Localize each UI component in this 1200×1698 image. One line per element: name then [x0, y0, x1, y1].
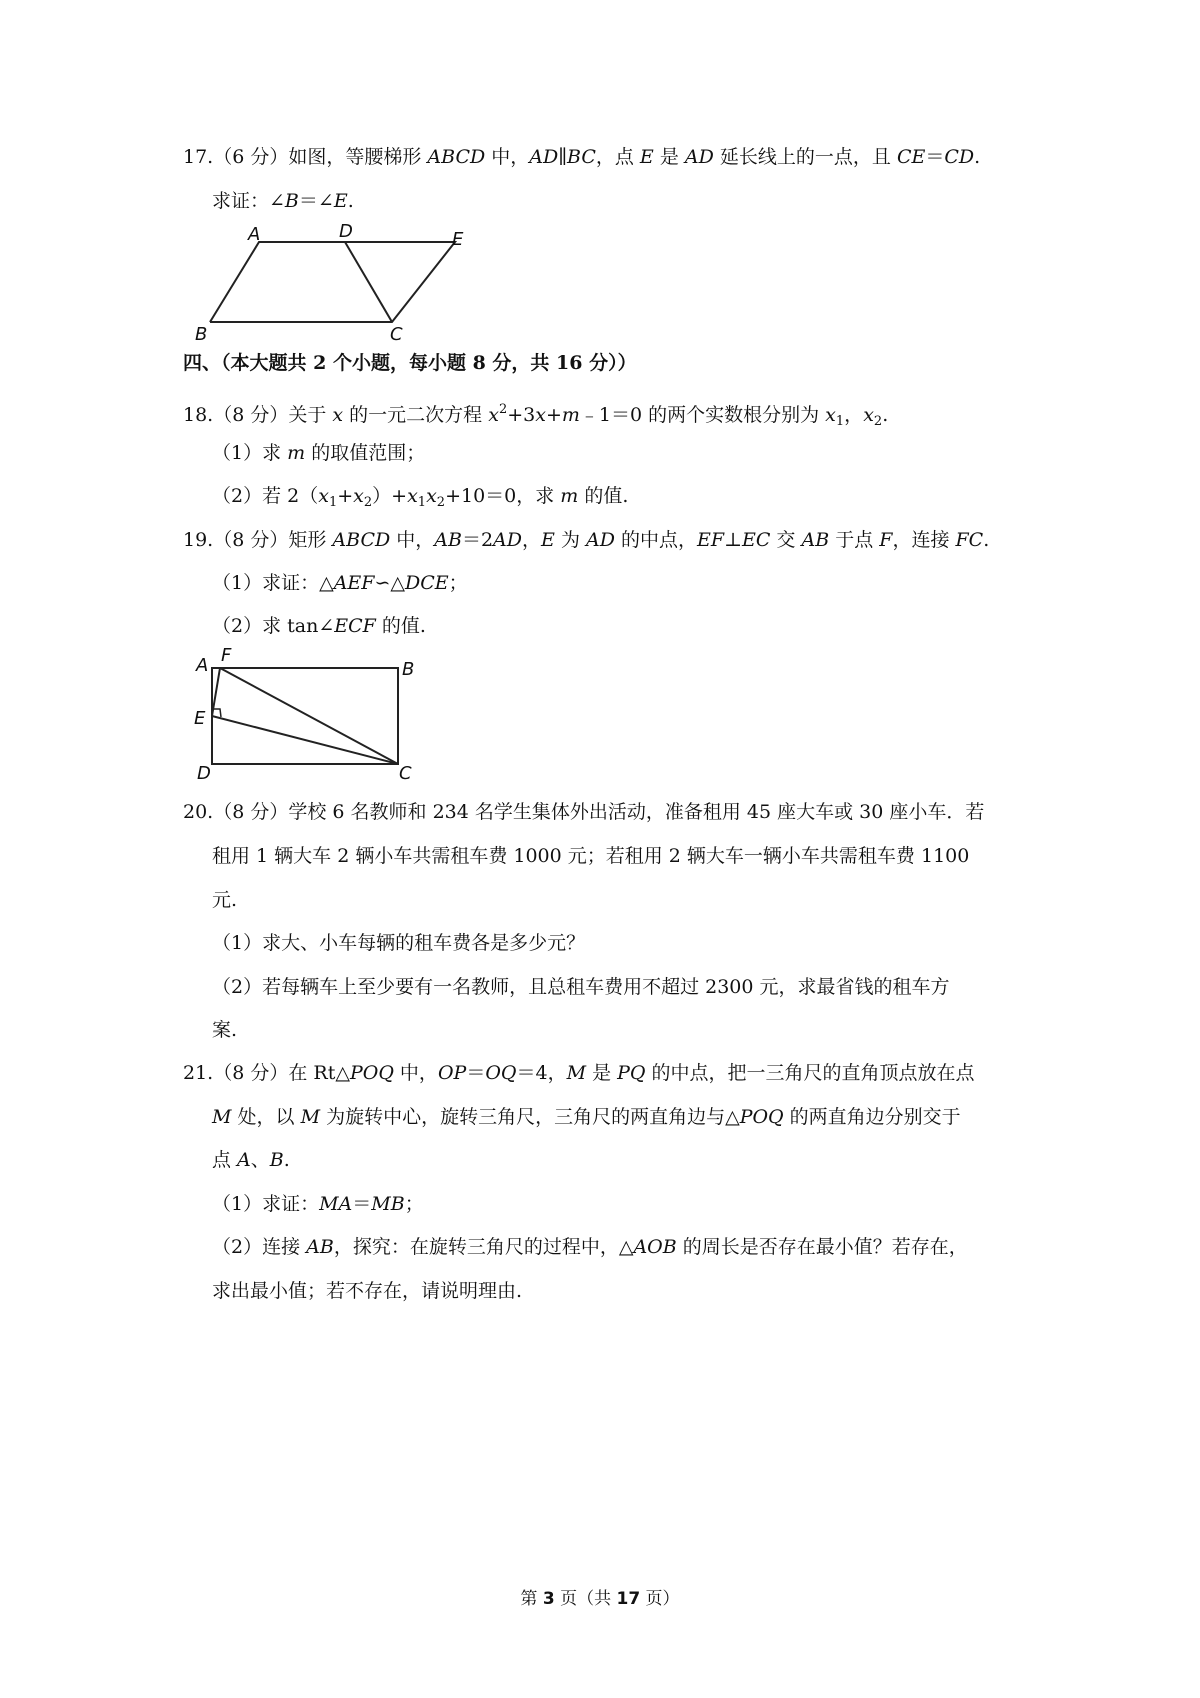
- q19-part-1: （1）求证：△AEF∽△DCE；: [212, 572, 468, 594]
- q20-part-2-cont: 案.: [212, 1019, 238, 1041]
- q20-line-2: 租用 1 辆大车 2 辆小车共需租车费 1000 元；若租用 2 辆大车一辆小车共需租车费 1100: [212, 845, 970, 867]
- page-footer: 第 3 页（共 17 页）: [520, 1589, 680, 1609]
- q20-part-2: （2）若每辆车上至少要有一名教师，且总租车费用不超过 2300 元，求最省钱的租车方: [212, 976, 950, 998]
- q17-line-1: 17.（6 分）如图，等腰梯形 ABCD 中，AD∥BC，点 E 是 AD 延长线上的一点，且 CE＝CD.: [183, 146, 981, 168]
- q17-trapezoid-figure: [190, 215, 490, 345]
- q19-label-a: A: [196, 655, 209, 676]
- q17-label-d: D: [339, 221, 353, 242]
- q18-part-2: （2）若 $2(x_1+x_2)+x_1x_2+10=0$，求 m 的值.: [212, 485, 629, 510]
- q19-label-e: E: [194, 708, 206, 729]
- q17-label-a: A: [248, 224, 261, 245]
- q19-label-b: B: [402, 659, 415, 680]
- current-page-number: 3: [542, 1589, 555, 1609]
- q21-line-1: 21.（8 分）在 Rt△POQ 中，OP＝OQ＝4，M 是 PQ 的中点，把一三角尺的直角顶点放在点: [183, 1062, 975, 1084]
- q19-label-c: C: [399, 763, 412, 784]
- q21-part-2-cont: 求出最小值；若不存在，请说明理由.: [212, 1280, 523, 1302]
- q19-rectangle-figure: [190, 645, 440, 790]
- q21-line-2: M 处，以 M 为旋转中心，旋转三角尺，三角尺的两直角边与△POQ 的两直角边分别交于: [212, 1106, 961, 1128]
- q20-part-1: （1）求大、小车每辆的租车费各是多少元？: [212, 932, 586, 954]
- q19-label-d: D: [197, 763, 211, 784]
- q18-line-1: 18.（8 分）关于 x 的一元二次方程 $x^2+3x+m﹣1=0$ 的两个实数根分别为 $x_1$，$x_2$.: [183, 402, 889, 429]
- q17-label-e: E: [452, 229, 464, 250]
- q18-part-1: （1）求 m 的取值范围；: [212, 442, 426, 464]
- q19-part-2: （2）求 tan∠ECF 的值.: [212, 615, 426, 637]
- section-4-heading: 四、（本大题共 2 个小题，每小题 8 分，共 16 分））: [183, 352, 637, 374]
- q17-label-b: B: [195, 324, 208, 345]
- q17-label-c: C: [390, 324, 403, 345]
- q21-part-2: （2）连接 AB，探究：在旋转三角尺的过程中，△AOB 的周长是否存在最小值？若存在，: [212, 1236, 968, 1258]
- q20-line-1: 20.（8 分）学校 6 名教师和 234 名学生集体外出活动，准备租用 45 座大车或 30 座小车．若: [183, 801, 985, 823]
- q19-label-f: F: [221, 645, 232, 666]
- total-page-count: 17: [616, 1589, 641, 1609]
- q20-line-3: 元.: [212, 889, 238, 911]
- q17-line-2: 求证：∠B＝∠E.: [212, 190, 354, 212]
- q21-line-3: 点 A、B.: [212, 1149, 290, 1171]
- q21-part-1: （1）求证：MA＝MB；: [212, 1193, 424, 1215]
- q19-line-1: 19.（8 分）矩形 ABCD 中，AB＝2AD，E 为 AD 的中点，EF⊥EC 交 AB 于点 F，连接 FC.: [183, 529, 990, 551]
